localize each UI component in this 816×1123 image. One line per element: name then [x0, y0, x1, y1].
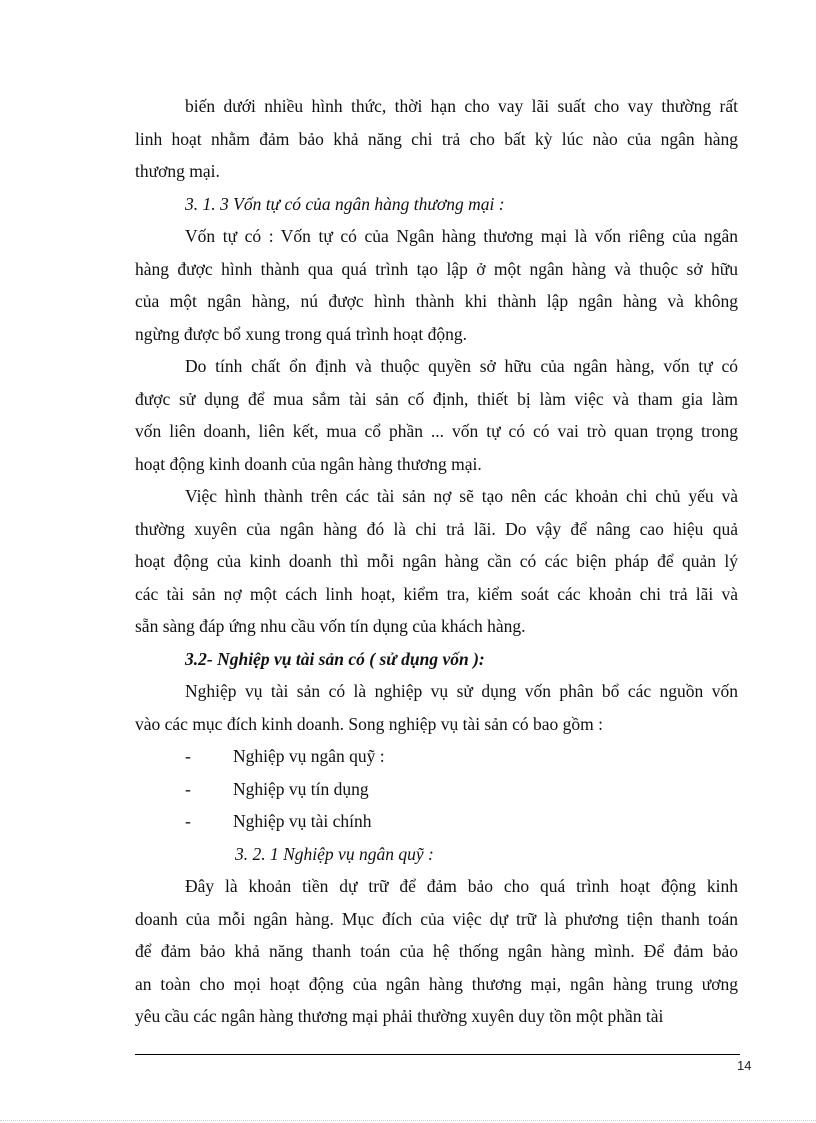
page-bottom-edge — [0, 1120, 816, 1121]
bullet-dash: - — [185, 746, 191, 766]
text-line: được sử dụng để mua sắm tài sản cố định, thiết bị làm việc và tham gia làm — [135, 388, 738, 409]
page-number: 14 — [737, 1058, 752, 1073]
footer-divider — [135, 1054, 740, 1055]
page-body — [135, 90, 738, 1033]
bullet-text: Nghiệp vụ tín dụng — [233, 778, 369, 799]
bullet-text: Nghiệp vụ tài chính — [233, 811, 372, 831]
text-line: Đây là khoản tiền dự trữ để đảm bảo cho quá trình hoạt động kinh — [185, 876, 738, 896]
bullet-text: Nghiệp vụ ngân quỹ : — [233, 746, 385, 766]
bullet-item — [135, 740, 738, 773]
paragraph-block-tail — [135, 870, 738, 1033]
text-line: linh hoạt nhằm đảm bảo khả năng chi trả cho bất kỳ lúc nào của ngân hàng — [135, 128, 738, 149]
text-line: Việc hình thành trên các tài sản nợ sẽ tạo nên các khoản chi chủ yếu và — [185, 486, 738, 506]
text-line: hàng được hình thành qua quá trình tạo lập ở một ngân hàng và thuộc sở hữu — [135, 258, 738, 279]
text-line: yêu cầu các ngân hàng thương mại phải thường xuyên duy tồn một phần tài — [135, 1006, 664, 1026]
text-line: sẵn sàng đáp ứng nhu cầu vốn tín dụng của khách hàng. — [135, 616, 526, 636]
section-heading: 3. 1. 3 Vốn tự có của ngân hàng thương mại : — [185, 193, 505, 214]
text-line: vào các mục đích kinh doanh. Song nghiệp vụ tài sản có bao gồm : — [135, 713, 604, 734]
bullet-dash: - — [185, 811, 191, 831]
text-line: vốn liên doanh, liên kết, mua cổ phần ... vốn tự có có vai trò quan trọng trong — [135, 421, 738, 441]
text-line: hoạt động của kinh doanh thì mỗi ngân hàng cần có các biện pháp để quản lý — [135, 551, 738, 571]
text-line: thường xuyên của ngân hàng đó là chi trả lãi. Do vậy để nâng cao hiệu quả — [135, 518, 738, 539]
bullet-item — [135, 805, 738, 838]
text-line: Nghiệp vụ tài sản có là nghiệp vụ sử dụng vốn phân bổ các nguồn vốn — [185, 681, 738, 701]
text-line: Vốn tự có : Vốn tự có của Ngân hàng thương mại là vốn riêng của ngân — [185, 226, 738, 246]
text-line: an toàn cho mọi hoạt động của ngân hàng thương mại, ngân hàng trung ương — [135, 973, 738, 994]
text-line: hoạt động kinh doanh của ngân hàng thương mại. — [135, 453, 482, 474]
section-heading: 3.2- Nghiệp vụ tài sản có ( sử dụng vốn ): — [185, 648, 485, 669]
text-line: của một ngân hàng, nú được hình thành khi thành lập ngân hàng và không — [135, 291, 738, 311]
text-line: biến dưới nhiều hình thức, thời hạn cho vay lãi suất cho vay thường rất — [185, 96, 738, 116]
bullet-list — [135, 740, 738, 838]
section-subheading: 3. 2. 1 Nghiệp vụ ngân quỹ : — [235, 843, 434, 864]
text-line: các tài sản nợ một cách linh hoạt, kiểm tra, kiểm soát các khoản chi trả lãi và — [135, 583, 738, 604]
text-line: để đảm bảo khả năng thanh toán của hệ thống ngân hàng mình. Để đảm bảo — [135, 941, 738, 961]
paragraph-block — [135, 90, 738, 740]
bullet-item — [135, 773, 738, 806]
text-line: doanh của mỗi ngân hàng. Mục đích của việc dự trữ là phương tiện thanh toán — [135, 908, 738, 929]
text-line: ngừng được bổ xung trong quá trình hoạt động. — [135, 323, 468, 344]
bullet-dash: - — [185, 778, 191, 799]
text-line: Do tính chất ổn định và thuộc quyền sở hữu của ngân hàng, vốn tự có — [185, 356, 738, 376]
text-line: thương mại. — [135, 161, 220, 181]
